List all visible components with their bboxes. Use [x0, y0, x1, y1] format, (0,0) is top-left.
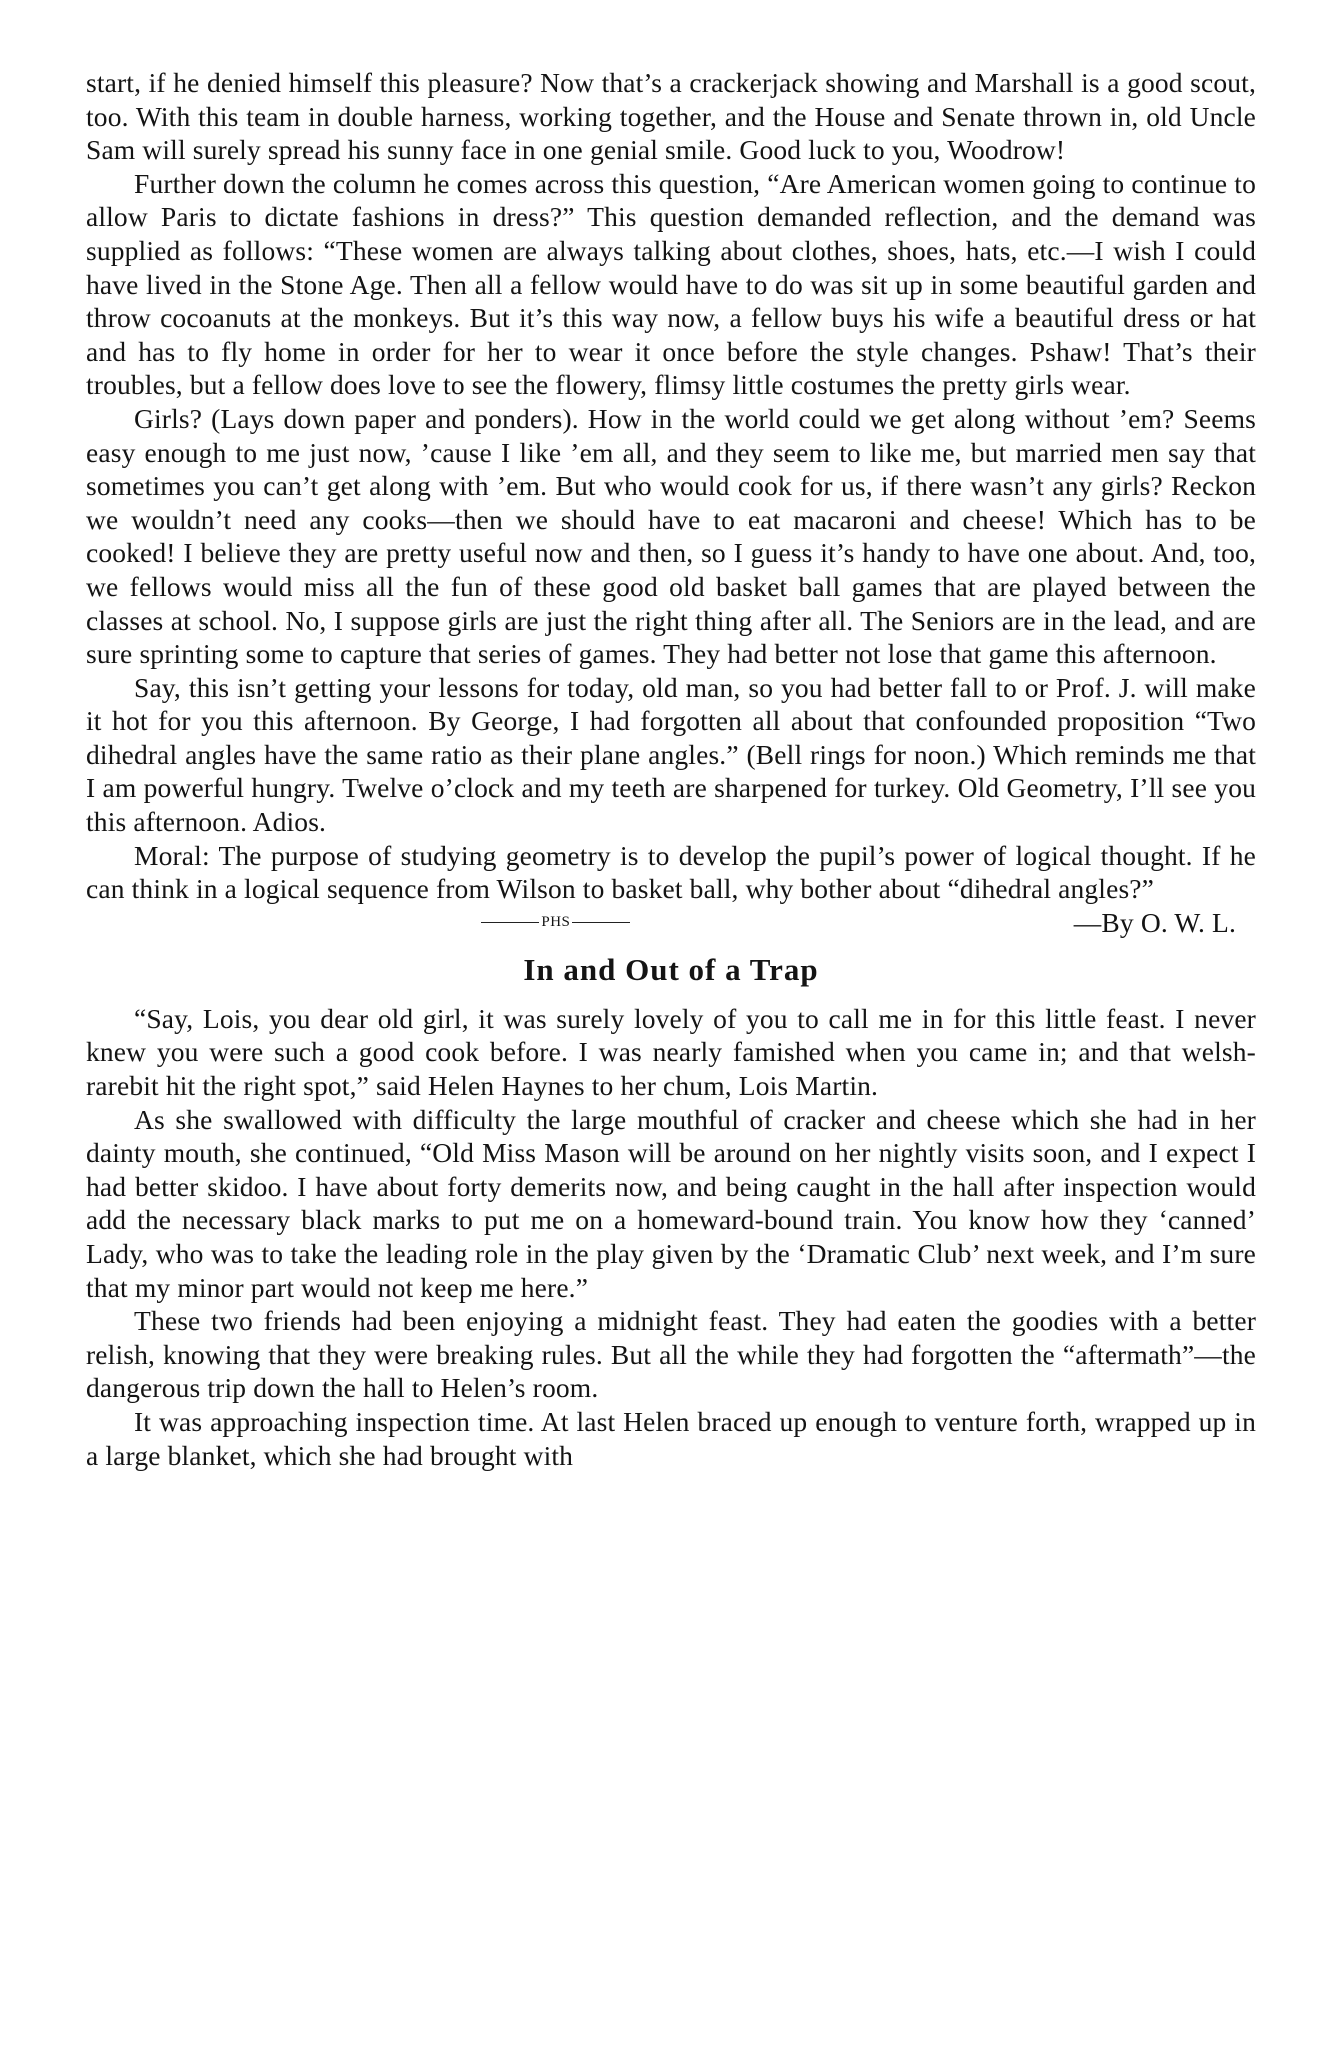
story-paragraph-4: It was approaching inspection time. At last Helen braced up enough to venture forth, wrapped up in a large blanket, which she had brought with [86, 1405, 1256, 1471]
essay-paragraph-4: Say, this isn’t getting your lessons for today, old man, so you had better fall to or Prof. J. will make it hot for you this afternoon. By George, I had forgotten all about that confounded proposition “Two dihedral angles have the same ratio as their plane angles.” (Bell rings for noon.) Which reminds me that I am powerful hungry. Twelve o’clock and my teeth are sharpened for turkey. Old Geometry, I’ll see you this afternoon. Adios. [86, 671, 1256, 838]
separator-rule-left [481, 922, 539, 923]
story-title: In and Out of a Trap [523, 951, 819, 987]
separator-rule-right [572, 922, 630, 923]
essay-paragraph-2: Further down the column he comes across this question, “Are American women going to continue to allow Paris to dictate fashions in dress?” This question demanded reflection, and the demand was supplied as follows: “These women are always talking about clothes, shoes, hats, etc.—I wish I could have lived in the Stone Age. Then all a fellow would have to do was sit up in some beautiful garden and throw cocoanuts at the monkeys. But it’s this way now, a fellow buys his wife a beautiful dress or hat and has to fly home in order for her to wear it once before the style changes. Pshaw! That’s their troubles, but a fellow does love to see the flowery, flimsy little costumes the pretty girls wear. [86, 167, 1256, 401]
byline: —By O. W. L. [1073, 906, 1236, 938]
story-paragraph-2: As she swallowed with difficulty the large mouthful of cracker and cheese which she had in her dainty mouth, she continued, “Old Miss Mason will be around on her nightly visits soon, and I expect I had better skidoo. I have about forty demerits now, and being caught in the hall after inspection would add the necessary black marks to put me on a homeward-bound train. You know how they ‘canned’ Lady, who was to take the leading role in the play given by the ‘Dramatic Club’ next week, and I’m sure that my minor part would not keep me here.” [86, 1103, 1256, 1303]
story-paragraph-3: These two friends had been enjoying a midnight feast. They had eaten the goodies with a better relish, knowing that they were breaking rules. But all the while they had forgotten the “aftermath”—the dangerous trip down the hall to Helen’s room. [86, 1305, 1256, 1404]
story-paragraph-1: “Say, Lois, you dear old girl, it was surely lovely of you to call me in for this little feast. I never knew you were such a good cook before. I was nearly famished when you came in; and that welsh-rarebit hit the right spot,” said Helen Haynes to her chum, Lois Martin. [86, 1002, 1256, 1102]
essay-paragraph-3: Girls? (Lays down paper and ponders). How in the world could we get along without ’em? Seems easy enough to me just now, ’cause I like ’em all, and they seem to like me, but married men say that sometimes you can’t get along with ’em. But who would cook for us, if there wasn’t any girls? Reckon we wouldn’t need any cooks—then we should have to eat macaroni and cheese! Which has to be cooked! I believe they are pretty useful now and then, so I guess it’s handy to have one about. And, too, we fellows would miss all the fun of these good old basket ball games that are played between the classes at school. No, I suppose girls are just the right thing after all. The Seniors are in the lead, and are sure sprinting some to capture that series of games. They had better not lose that game this afternoon. [86, 402, 1256, 670]
document-page [86, 66, 1256, 1472]
essay-paragraph-1: start, if he denied himself this pleasure? Now that’s a crackerjack showing and Marshall is a good scout, too. With this team in double harness, working together, and the House and Senate thrown in, old Uncle Sam will surely spread his sunny face in one genial smile. Good luck to you, Woodrow! [86, 67, 1256, 166]
separator-label: PHS [541, 913, 571, 930]
moral-text: Moral: The purpose of studying geometry is to develop the pupil’s power of logical thought. If he can think in a logical sequence from Wilson to basket ball, why bother about “dihedral angles?” [86, 839, 1256, 905]
